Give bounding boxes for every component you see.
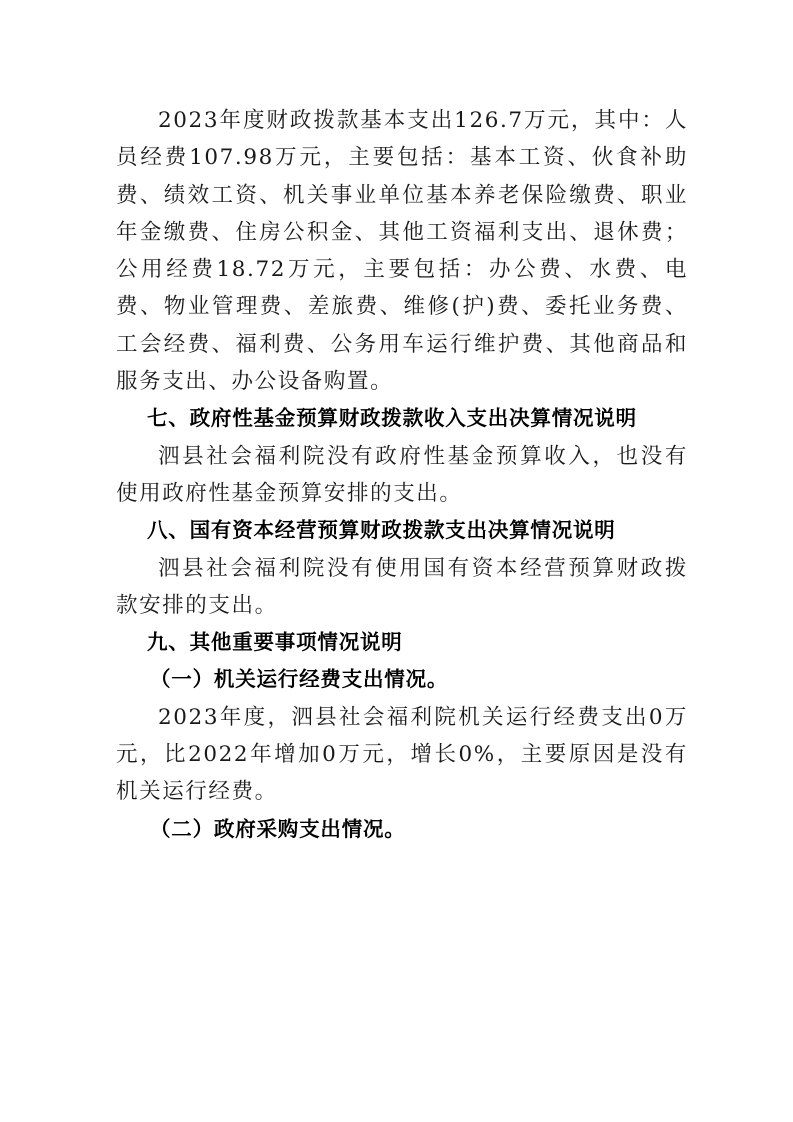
section-9-1-paragraph: 2023年度，泗县社会福利院机关运行经费支出0万元，比2022年增加0万元，增长0%，主要原因是没有机关运行经费。 bbox=[116, 704, 688, 805]
section-9-2-subheading: （二）政府采购支出情况。 bbox=[150, 816, 406, 841]
basic-expenditure-paragraph: 2023年度财政拨款基本支出126.7万元，其中：人员经费107.98万元，主要包括：基本工资、伙食补助费、绩效工资、机关事业单位基本养老保险缴费、职业年金缴费、住房公积金、其他工资福利支出、退休费；公用经费18.72万元，主要包括：办公费、水费、电费、物业管理费、差旅费、维修(护)费、委托业务费、工会经费、福利费、公务用车运行维护费、其他商品和服务支出、办公设备购置。 bbox=[116, 108, 688, 395]
section-7-paragraph: 泗县社会福利院没有政府性基金预算收入，也没有使用政府性基金预算安排的支出。 bbox=[116, 443, 688, 506]
section-8-paragraph: 泗县社会福利院没有使用国有资本经营预算财政拨款安排的支出。 bbox=[116, 555, 688, 618]
section-9-1-subheading: （一）机关运行经费支出情况。 bbox=[150, 667, 449, 692]
section-7-heading: 七、政府性基金预算财政拨款收入支出决算情况说明 bbox=[147, 406, 637, 431]
section-9-heading: 九、其他重要事项情况说明 bbox=[147, 630, 403, 655]
document-body bbox=[116, 102, 688, 848]
section-8-heading: 八、国有资本经营预算财政拨款支出决算情况说明 bbox=[147, 518, 616, 543]
